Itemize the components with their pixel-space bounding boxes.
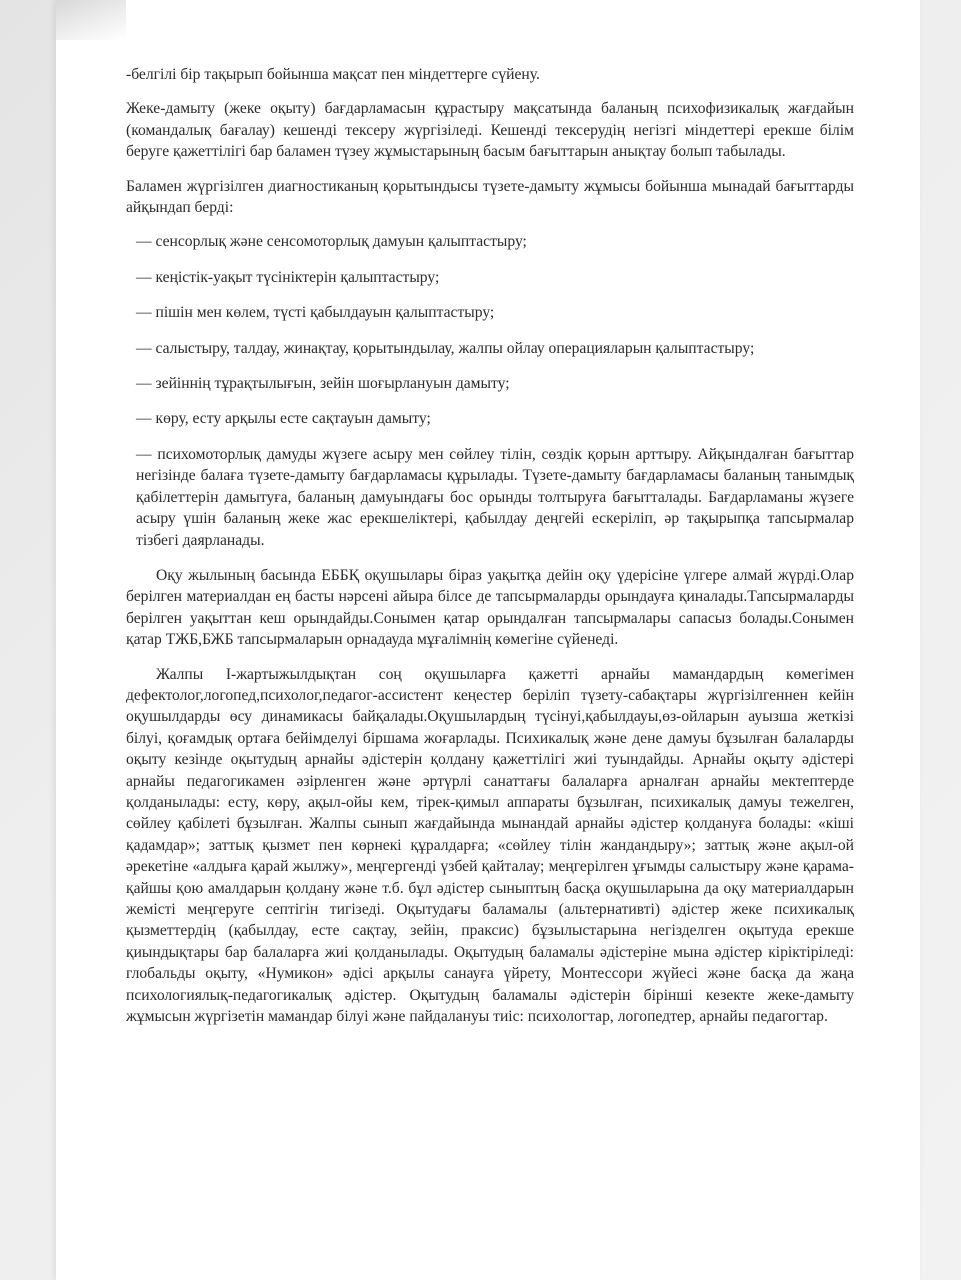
paragraph-diagnostics-summary: Баламен жүргізілген диагностиканың қорытындысы түзете-дамыту жұмысы бойынша мынадай бағыттарды айқындап берді:: [126, 177, 854, 217]
paragraph-goal-line: -белгілі бір тақырып бойынша мақсат пен міндеттерге сүйену.: [126, 66, 540, 83]
list-item-sensory: — сенсорлық және сенсомоторлық дамуын қалыптастыру;: [136, 233, 527, 251]
list-item-psychomotor: — психомоторлық дамуды жүзеге асыру мен сөйлеу тілін, сөздік қорын арттыру. Айқындалған бағыттар негізінде балаға түзете-дамыту бағдарламасы құрылады. Түзете-дамыту бағдарламасы баланың танымдық қабілеттерін дамытуға, баланың дамуындағы бос орынды толтыруға бағытталады. Бағдарламаны жүзеге асыру үшін баланың жеке жас ерекшеліктері, қабылдау деңгейі ескеріліп, әр тақырыпқа тапсырмалар тізбегі даярланады.: [136, 445, 854, 549]
paragraph-individual-program: Жеке-дамыту (жеке оқыту) бағдарламасын құрастыру мақсатында баланың психофизикалық жағдайын (командалық бағалау) кешенді тексеру жүргізіледі. Кешенді тексерудің негізгі міндеттері ерекше білім беруге қажеттілігі бар баламен түзеу жұмыстарының басым бағыттарын анықтау болып табылады.: [126, 100, 854, 161]
page-corner-shadow: [56, 0, 126, 40]
document-body: [126, 64, 854, 1040]
list-item-shape-size-color: — пішін мен көлем, түсті қабылдауын қалыптастыру;: [136, 304, 495, 322]
paragraph-school-year-start: Оқу жылының басында ЕББҚ оқушылары біраз уақытқа дейін оқу үдерісіне үлгере алмай жүрді.Олар берілген материалдан ең басты нәрсені айыра білсе де тапсырмаларды орындауға қиналады.Тапсырмаларды берілген уақыттан кеш орындайды.Сонымен қатар орындалған тапсырмалары сапасыз болады.Сонымен қатар ТЖБ,БЖБ тапсырмаларын орнадауда мұғалімнің көмегіне сүйенеді.: [126, 566, 854, 649]
list-item-memory: — көру, есту арқылы есте сақтауын дамыту;: [136, 410, 431, 428]
list-item-space-time: — кеңістік-уақыт түсініктерін қалыптастыру;: [136, 268, 440, 286]
list-item-attention: — зейіннің тұрақтылығын, зейін шоғырлануын дамыту;: [136, 375, 510, 393]
list-item-thinking-operations: — салыстыру, талдау, жинақтау, қорытындылау, жалпы ойлау операцияларын қалыптастыру;: [136, 339, 755, 357]
paragraph-first-half-year: Жалпы І-жартыжылдықтан соң оқушыларға қажетті арнайы мамандардың көмегімен дефектолог,логопед,психолог,педагог-ассистент кеңестер беріліп түзету-сабақтары жүргізілгеннен кейін оқушылдарды өсу динамикасы байқалады.Оқушылардың түсінуі,қабылдауы,өз-ойларын ауызша жеткізі білуі, қоғамдық ортаға бейімделуі біршама жоғарлады. Психикалық және дене дамуы бұзылған балаларды оқыту кезінде оқытудың арнайы әдістерін қолдану қажеттілігі жиі туындайды. Арнайы оқыту әдістері арнайы педагогикамен әзірленген және әртүрлі санаттағы балаларға арналған арнайы мектептерде қолданылады: есту, көру, ақыл-ойы кем, тірек-қимыл аппараты бұзылған, психикалық дамуы тежелген, сөйлеу қабілеті бұзылған. Жалпы сынып жағдайында мынандай арнайы әдістер қолдануға болады: «кіші қадамдар»; заттық қызмет пен көрнекі құралдарға; «сөйлеу тілін жандандыру»; заттық және ақыл-ой әрекетіне «алдыға қарай жылжу», меңгергенді үзбей қайталау; меңгерілген ұғымды салыстыру және қарама- қайшы қою амалдарын қолдану және т.б. бұл әдістер сыныптың басқа оқушыларына да оқу материалдарын жемісті меңгеруге септігін тигізеді. Оқытудағы баламалы (альтернативті) әдістер жеке психикалық қызметтердің (қабылдау, есте сақтау, зейін, праксис) бұзылыстарына негізделген оқытуда ерекше қиындықтары бар балаларға жиі қолданылады. Оқытудың баламалы әдістеріне мына әдістер кіріктіріледі: глобальды оқыту, «Нумикон» әдісі арқылы санауға үйрету, Монтессори жүйесі және басқа да жаңа психологиялық-педагогикалық әдістер. Оқытудың баламалы әдістерін бірінші кезекте жеке-дамыту жұмысын жүргізетін мамандар білуі және пайдалануы тиіс: психологтар, логопедтер, арнайы педагогтар.: [126, 665, 854, 1026]
